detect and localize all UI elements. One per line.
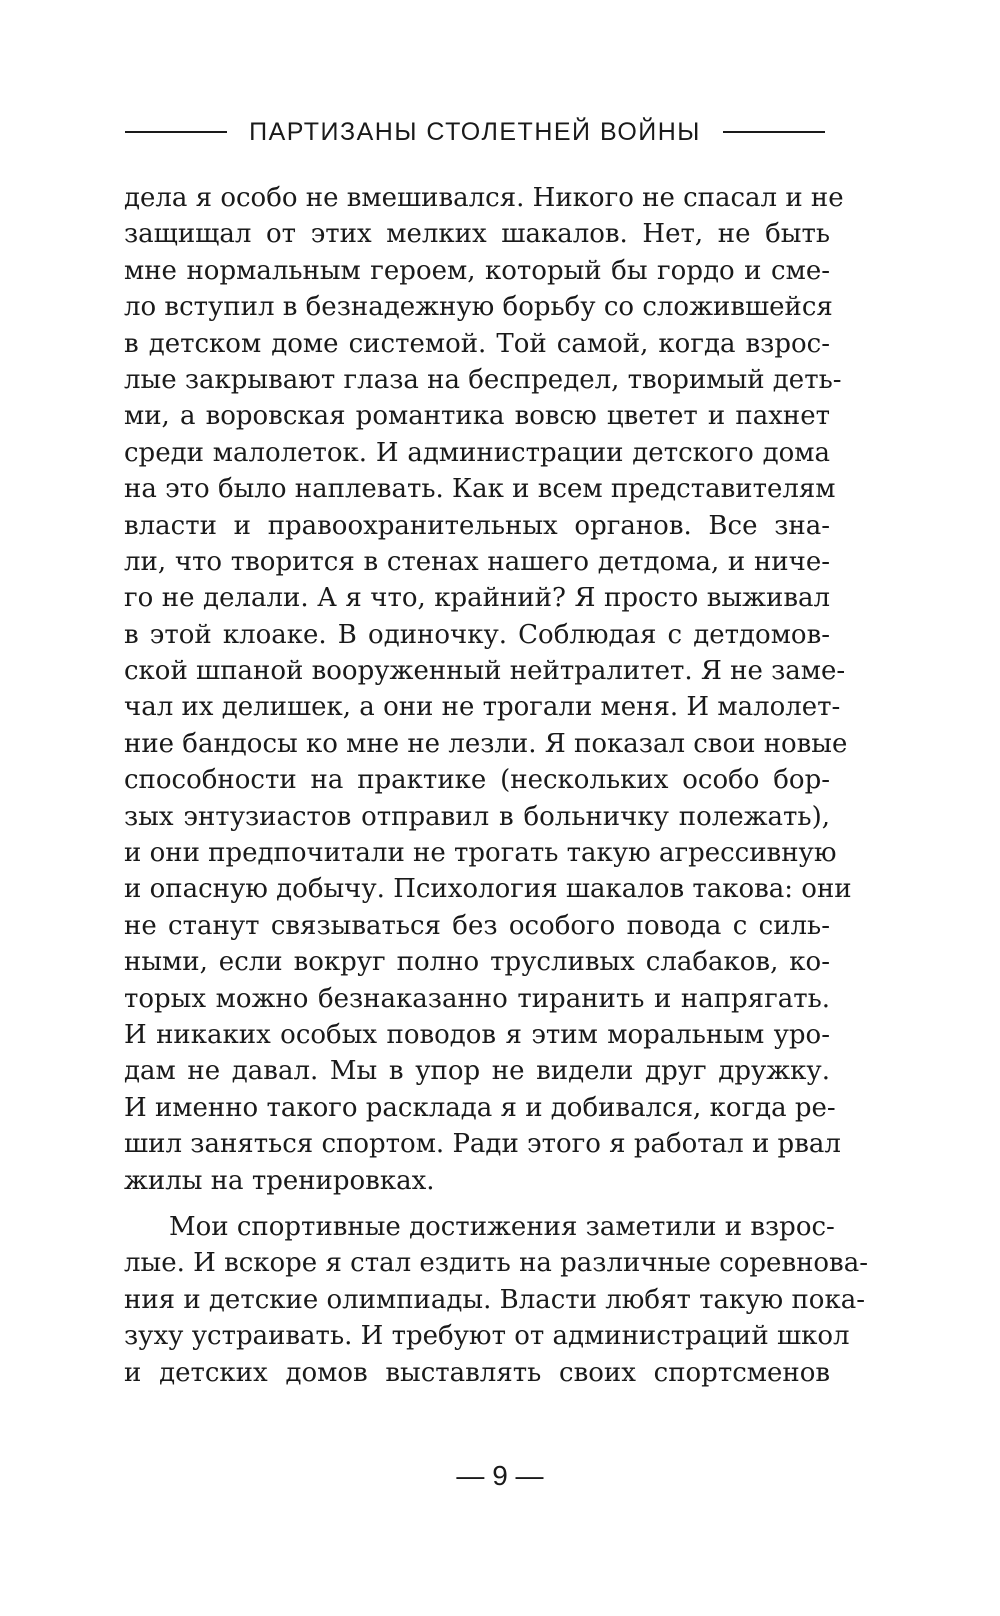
text-line: дам не давал. Мы в упор не видели друг дружку. <box>124 1056 830 1087</box>
text-line: ло вступил в безнадежную борьбу со сложившейся <box>124 292 833 323</box>
text-line: дела я особо не вмешивался. Никого не спасал и не <box>124 183 844 213</box>
text-line: ными, если вокруг полно трусливых слабаков, ко- <box>124 947 830 978</box>
page-number: — 9 — <box>456 1460 544 1491</box>
running-head <box>125 112 825 152</box>
paragraph-2 <box>124 1209 868 1391</box>
text-line: ской шпаной вооруженный нейтралитет. Я не заме- <box>124 656 846 687</box>
text-line: жилы на тренировках. <box>124 1165 435 1196</box>
text-line: торых можно безнаказанно тиранить и напрягать. <box>124 983 830 1014</box>
text-line: го не делали. А я что, крайний? Я просто выживал <box>124 583 830 614</box>
text-line: ми, а воровская романтика вовсю цветет и пахнет <box>124 401 830 432</box>
text-line: в этой клоаке. В одиночку. Соблюдая с детдомов- <box>124 619 830 650</box>
text-line: лые закрывают глаза на беспредел, творимый деть- <box>124 364 842 395</box>
text-line: и опасную добычу. Психология шакалов такова: они <box>124 874 852 905</box>
text-line: зых энтузиастов отправил в больничку полежать), <box>124 801 830 832</box>
text-line: защищал от этих мелких шакалов. Нет, не быть <box>124 219 830 250</box>
text-line: чал их делишек, а они не трогали меня. И малолет- <box>124 692 841 723</box>
text-line: шил заняться спортом. Ради этого я работал и рвал <box>124 1129 841 1160</box>
text-line: И никаких особых поводов я этим моральным уро- <box>124 1019 830 1050</box>
text-line: и детских домов выставлять своих спортсменов <box>124 1357 830 1388</box>
text-line: ния и детские олимпиады. Власти любят такую пока- <box>124 1284 865 1315</box>
text-line: зуху устраивать. И требуют от администраций школ <box>124 1321 850 1352</box>
text-line: способности на практике (нескольких особо бор- <box>124 765 830 796</box>
paragraph-1 <box>124 180 852 1199</box>
header-rule-right <box>723 131 825 133</box>
text-line: И именно такого расклада я и добивался, когда ре- <box>124 1092 836 1123</box>
text-line: ние бандосы ко мне не лезли. Я показал свои новые <box>124 728 848 759</box>
text-line: не станут связываться без особого повода с силь- <box>124 910 830 941</box>
text-line: мне нормальным героем, который бы гордо и сме- <box>124 255 830 286</box>
text-line: лые. И вскоре я стал ездить на различные соревнова- <box>124 1248 868 1279</box>
text-line: ли, что творится в стенах нашего детдома, и ниче- <box>124 546 830 577</box>
text-line: среди малолеток. И администрации детского дома <box>124 437 830 468</box>
text-line: и они предпочитали не трогать такую агрессивную <box>124 838 837 869</box>
text-line: власти и правоохранительных органов. Все зна- <box>124 510 830 541</box>
paragraph-gap <box>124 1199 830 1209</box>
text-line: Мои спортивные достижения заметили и взрос- <box>169 1211 835 1242</box>
running-title: ПАРТИЗАНЫ СТОЛЕТНЕЙ ВОЙНЫ <box>249 117 701 146</box>
body-text <box>124 180 868 1391</box>
header-rule-left <box>125 131 227 133</box>
text-line: в детском доме системой. Той самой, когда взрос- <box>124 328 830 359</box>
text-line: на это было наплевать. Как и всем представителям <box>124 474 836 505</box>
